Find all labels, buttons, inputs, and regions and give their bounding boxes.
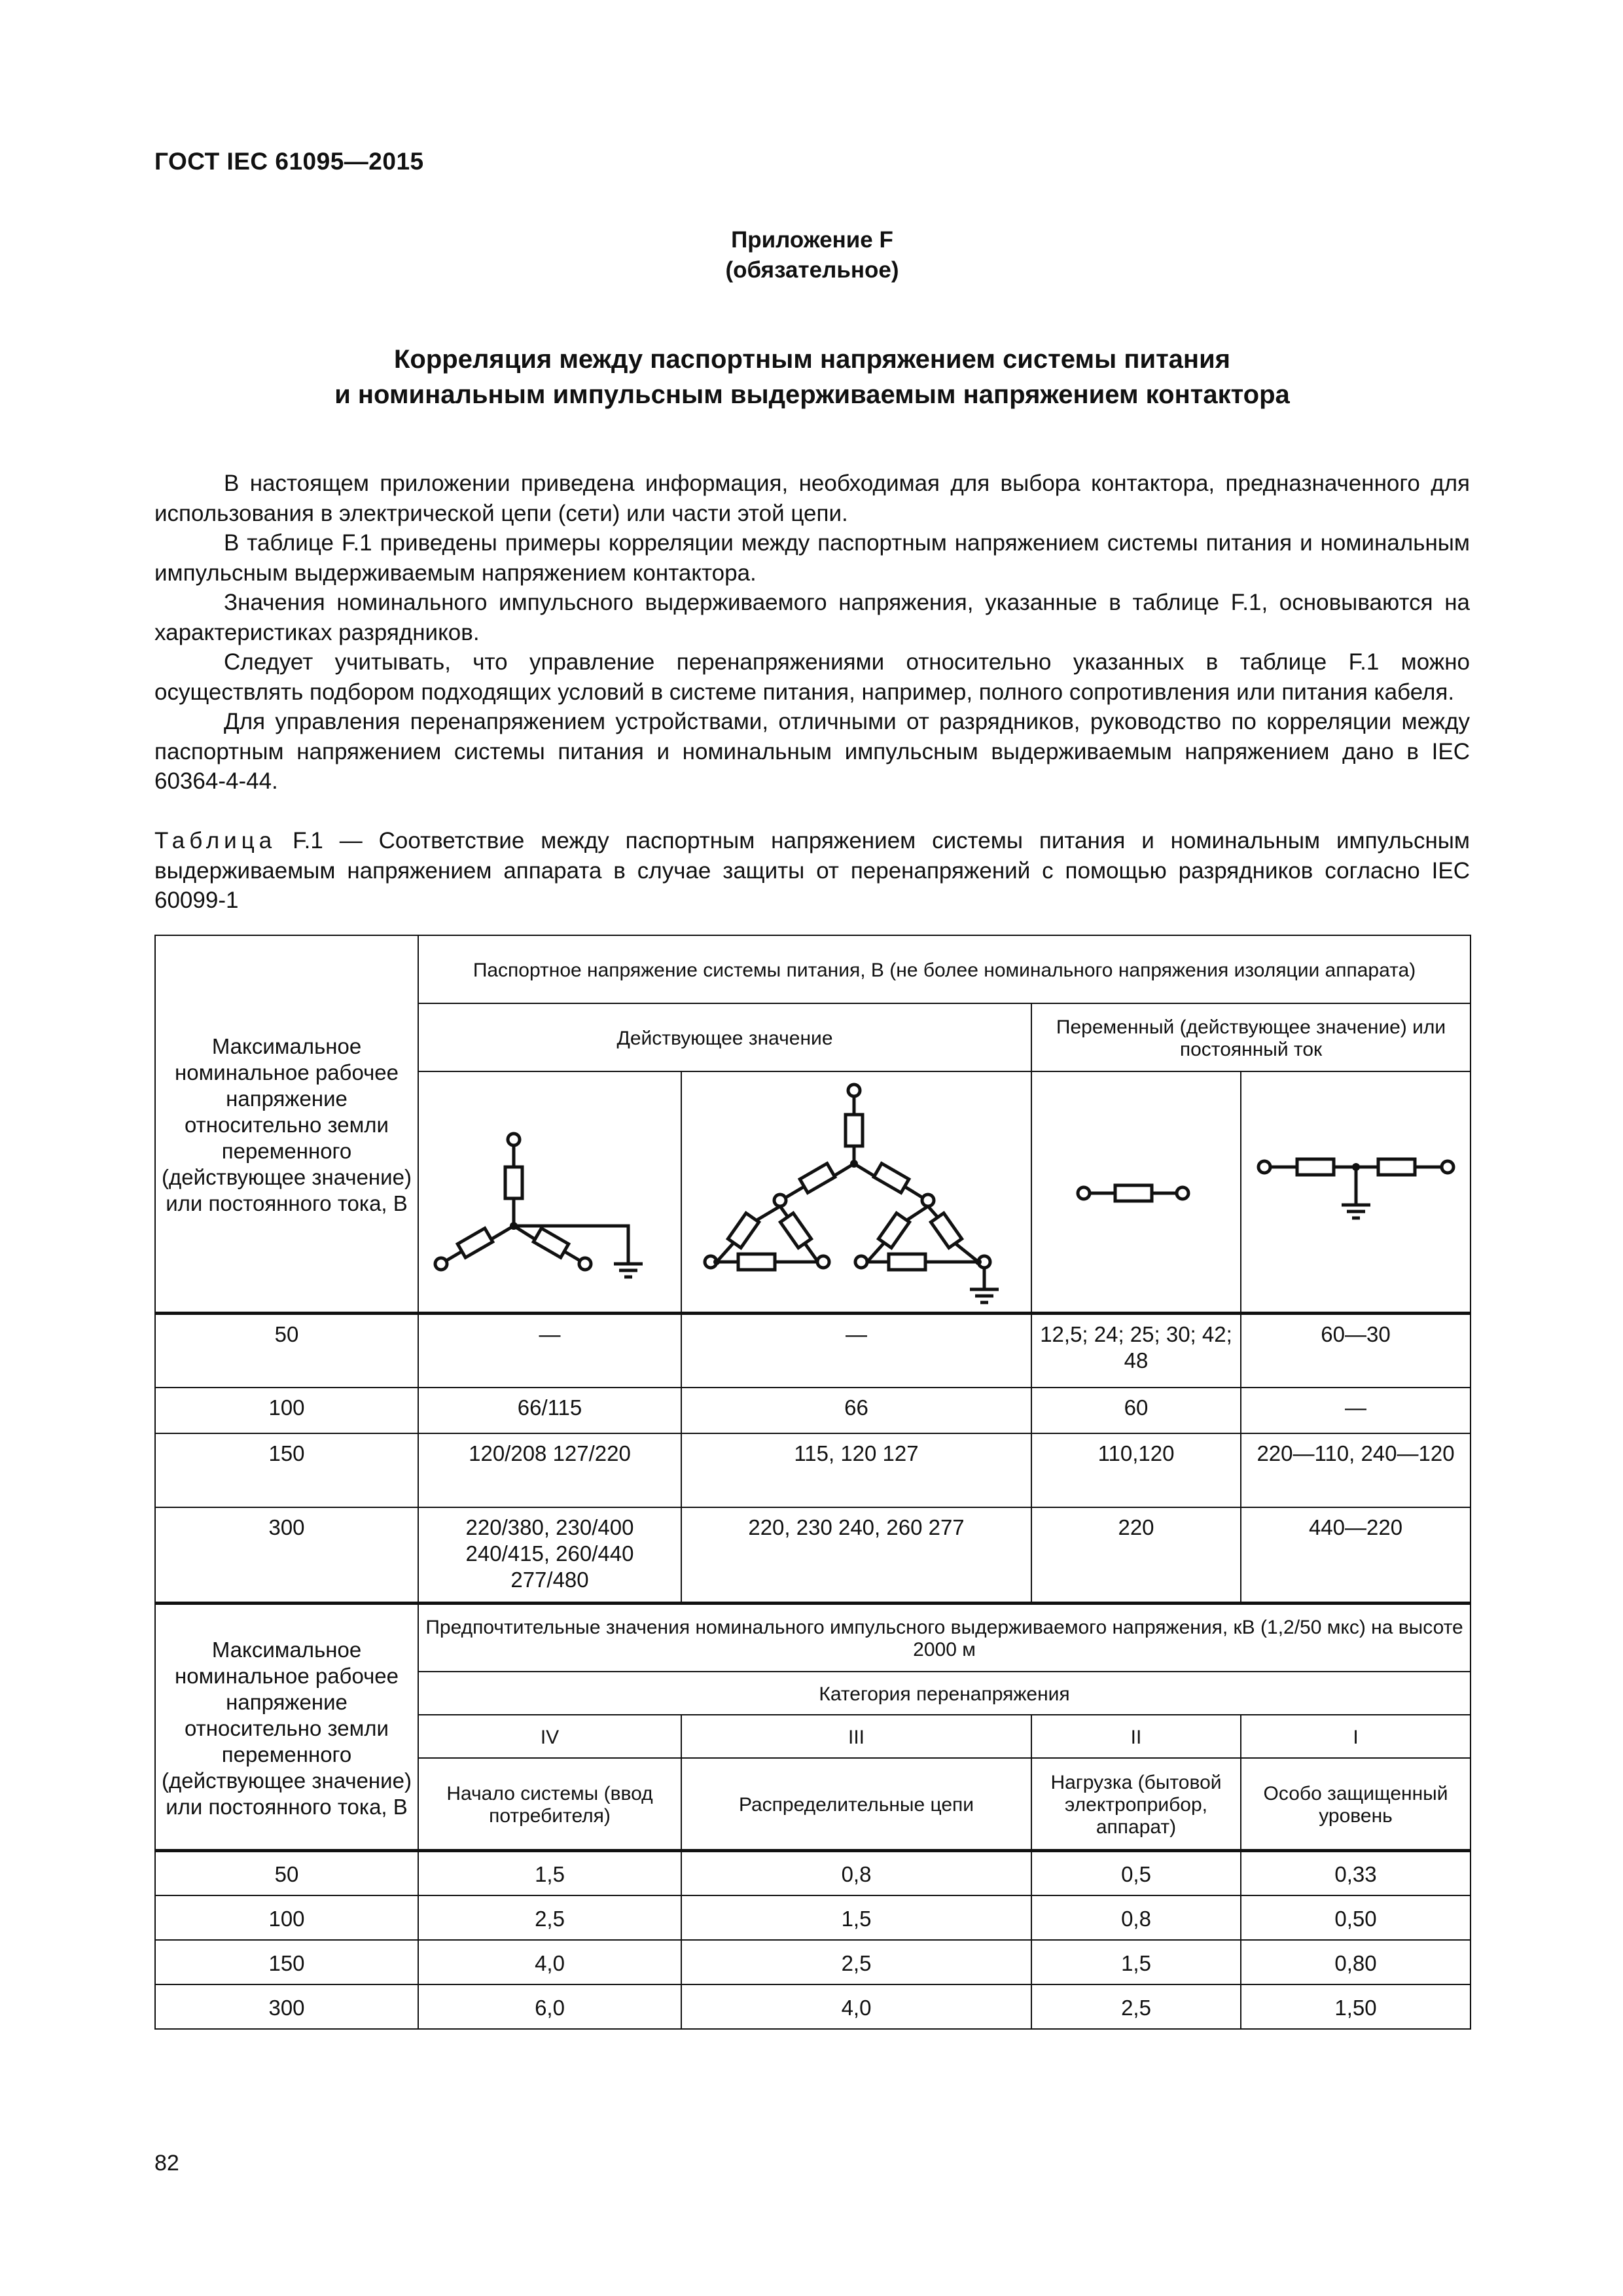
table-cell: 6,0 bbox=[418, 1984, 681, 2029]
table-cell: 1,5 bbox=[1031, 1940, 1241, 1984]
voltage-cell: 300 bbox=[155, 1984, 418, 2029]
table-cell: 0,5 bbox=[1031, 1851, 1241, 1895]
table-cell: 0,8 bbox=[1031, 1895, 1241, 1940]
category-iv: IV bbox=[418, 1715, 681, 1758]
table-cell: 12,5; 24; 25; 30; 42; 48 bbox=[1031, 1314, 1241, 1388]
table-cell: 2,5 bbox=[681, 1940, 1031, 1984]
correlation-table bbox=[154, 935, 1471, 2030]
table-cell: 220/380, 230/400 240/415, 260/440 277/480 bbox=[418, 1507, 681, 1604]
delta-grounded-diagram bbox=[687, 1079, 1027, 1308]
table-cell: 220, 230 240, 260 277 bbox=[681, 1507, 1031, 1604]
table-cell: 60—30 bbox=[1241, 1314, 1471, 1388]
table-cell: 220—110, 240—120 bbox=[1241, 1433, 1471, 1507]
table-cell: 0,33 bbox=[1241, 1851, 1471, 1895]
table-cell: 4,0 bbox=[681, 1984, 1031, 2029]
table-caption bbox=[154, 826, 1470, 916]
category-header: Категория перенапряжения bbox=[418, 1672, 1471, 1715]
annex-heading bbox=[154, 342, 1470, 412]
delta-diagram-cell bbox=[681, 1071, 1031, 1314]
category-desc: Начало системы (ввод потребителя) bbox=[418, 1758, 681, 1851]
voltage-cell: 150 bbox=[155, 1940, 418, 1984]
voltage-cell: 150 bbox=[155, 1433, 418, 1507]
category-ii: II bbox=[1031, 1715, 1241, 1758]
category-i: I bbox=[1241, 1715, 1471, 1758]
single-phase-diagram-cell bbox=[1031, 1071, 1241, 1314]
star-grounded-diagram-cell bbox=[418, 1071, 681, 1314]
row-header-cell bbox=[155, 935, 418, 1314]
category-iii: III bbox=[681, 1715, 1031, 1758]
row-header-cell-lower bbox=[155, 1604, 418, 1851]
table-cell: — bbox=[418, 1314, 681, 1388]
voltage-cell: 300 bbox=[155, 1507, 418, 1604]
table-cell: 66/115 bbox=[418, 1388, 681, 1433]
category-desc: Распределительные цепи bbox=[681, 1758, 1031, 1851]
table-cell: 4,0 bbox=[418, 1940, 681, 1984]
category-desc: Особо защищенный уровень bbox=[1241, 1758, 1471, 1851]
table-cell: 220 bbox=[1031, 1507, 1241, 1604]
voltage-cell: 50 bbox=[155, 1851, 418, 1895]
table-cell: 2,5 bbox=[1031, 1984, 1241, 2029]
paragraph: В таблице F.1 приведены примеры корреляции между паспортным напряжением системы питания и номинальным импульсным выдерживаемым напряжением контактора. bbox=[154, 530, 1470, 586]
rms-header: Действующее значение bbox=[418, 1003, 1031, 1071]
table-cell: 0,50 bbox=[1241, 1895, 1471, 1940]
table-cell: 60 bbox=[1031, 1388, 1241, 1433]
midpoint-grounded-diagram-cell bbox=[1241, 1071, 1471, 1314]
voltage-cell: 50 bbox=[155, 1314, 418, 1388]
annex-heading-line1: Корреляция между паспортным напряжением системы питания bbox=[393, 345, 1230, 374]
supply-voltage-header: Паспортное напряжение системы питания, В (не более номинального напряжения изоляции аппарата) bbox=[418, 935, 1471, 1003]
document-header: ГОСТ IEC 61095—2015 bbox=[154, 148, 424, 175]
ac-dc-header: Переменный (действующее значение) или постоянный ток bbox=[1031, 1003, 1471, 1071]
voltage-cell: 100 bbox=[155, 1388, 418, 1433]
page-number: 82 bbox=[154, 2151, 179, 2176]
table-cell: 1,5 bbox=[418, 1851, 681, 1895]
table-cell: 1,5 bbox=[681, 1895, 1031, 1940]
table-cell: 0,80 bbox=[1241, 1940, 1471, 1984]
table-cell: 110,120 bbox=[1031, 1433, 1241, 1507]
table-caption-text: F.1 — Соответствие между паспортным напряжением системы питания и номинальным импульсным выдерживаемым напряжением аппарата в случае защиты от перенапряжений с помощью разрядников согласно IEC 60099-1 bbox=[154, 828, 1470, 913]
body-text bbox=[154, 469, 1470, 797]
table-cell: 2,5 bbox=[418, 1895, 681, 1940]
paragraph: Для управления перенапряжением устройствами, отличными от разрядников, руководство по корреляции между паспортным напряжением системы питания и номинальным импульсным выдерживаемым напряжением дано в IEC 60364-4-44. bbox=[154, 709, 1470, 794]
table-cell: 1,50 bbox=[1241, 1984, 1471, 2029]
table-cell: — bbox=[1241, 1388, 1471, 1433]
paragraph: В настоящем приложении приведена информация, необходимая для выбора контактора, предназначенного для использования в электрической цепи (сети) или части этой цепи. bbox=[154, 471, 1470, 526]
table-cell: 0,8 bbox=[681, 1851, 1031, 1895]
row-header-text: Максимальное номинальное рабочее напряжение относительно земли переменного (действующее значение) или постоянного тока, В bbox=[162, 1637, 412, 1819]
midpoint-grounded-diagram bbox=[1251, 1147, 1461, 1239]
table-cell: — bbox=[681, 1314, 1031, 1388]
paragraph: Следует учитывать, что управление перенапряжениями относительно указанных в таблице F.1 можно осуществлять подбором подходящих условий в системе питания, например, полного сопротивления или питания кабеля. bbox=[154, 649, 1470, 705]
annex-heading-line2: и номинальным импульсным выдерживаемым напряжением контактора bbox=[334, 380, 1290, 409]
table-cell: 120/208 127/220 bbox=[418, 1433, 681, 1507]
table-cell: 115, 120 127 bbox=[681, 1433, 1031, 1507]
annex-status: (обязательное) bbox=[725, 257, 899, 283]
paragraph: Значения номинального импульсного выдерживаемого напряжения, указанные в таблице F.1, основываются на характеристиках разрядников. bbox=[154, 590, 1470, 645]
annex-title: Приложение F bbox=[731, 227, 893, 253]
row-header-text: Максимальное номинальное рабочее напряжение относительно земли переменного (действующее значение) или постоянного тока, В bbox=[162, 1034, 412, 1215]
table-cell: 440—220 bbox=[1241, 1507, 1471, 1604]
single-phase-diagram bbox=[1064, 1174, 1208, 1213]
category-desc: Нагрузка (бытовой электроприбор, аппарат) bbox=[1031, 1758, 1241, 1851]
voltage-cell: 100 bbox=[155, 1895, 418, 1940]
impulse-voltage-header: Предпочтительные значения номинального импульсного выдерживаемого напряжения, кВ (1,2/50 мкс) на высоте 2000 м bbox=[418, 1604, 1471, 1672]
table-caption-label: Таблица bbox=[154, 828, 277, 853]
star-grounded-diagram bbox=[432, 1095, 668, 1291]
table-cell: 66 bbox=[681, 1388, 1031, 1433]
